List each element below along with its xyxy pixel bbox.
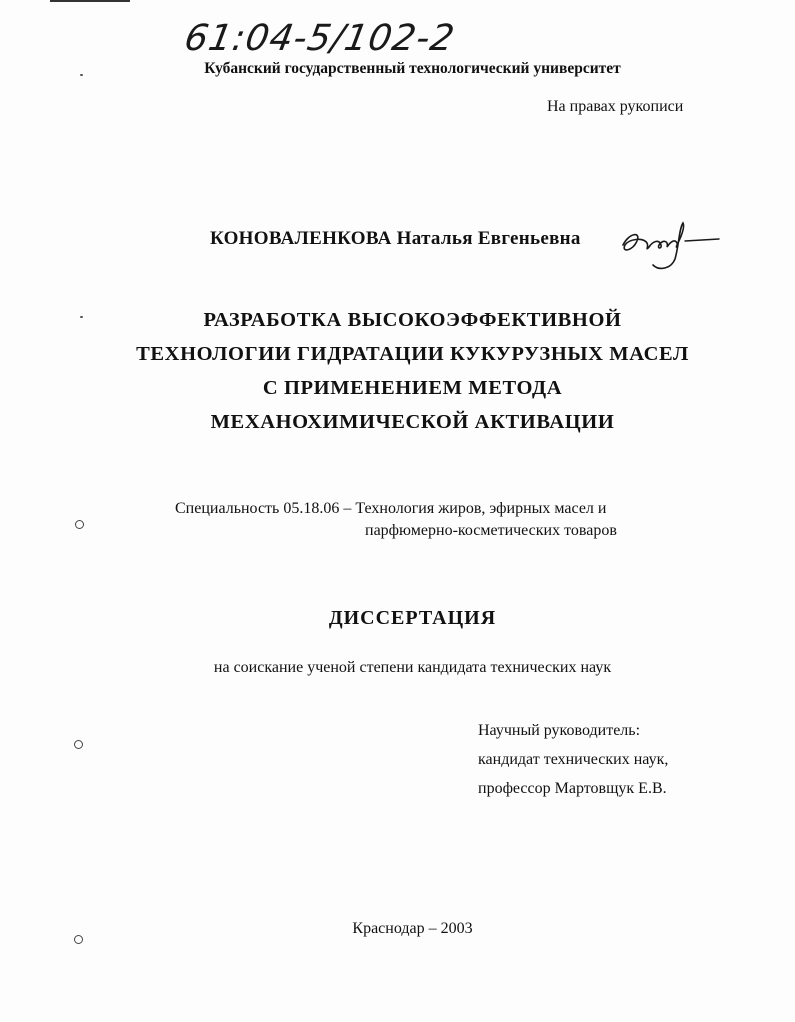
punch-hole	[74, 740, 83, 749]
punch-hole	[75, 520, 84, 529]
supervisor-degree: кандидат технических наук,	[478, 751, 669, 768]
author-name: КОНОВАЛЕНКОВА Наталья Евгеньевна	[210, 228, 581, 249]
supervisor-role: Научный руководитель:	[478, 722, 641, 739]
top-rule	[50, 0, 130, 2]
author-signature	[615, 215, 725, 275]
specialty-line-1: Специальность 05.18.06 – Технология жиров, эфирных масел и	[175, 500, 607, 517]
place-year: Краснодар – 2003	[352, 920, 473, 937]
degree-statement: на соискание ученой степени кандидата технических наук	[213, 659, 612, 676]
title-line: РАЗРАБОТКА ВЫСОКОЭФФЕКТИВНОЙ	[203, 309, 622, 331]
supervisor-block	[478, 716, 668, 803]
dissertation-title	[0, 303, 795, 439]
punch-hole	[74, 935, 83, 944]
specialty-line-2: парфюмерно-косметических товаров	[365, 522, 617, 539]
title-line: С ПРИМЕНЕНИЕМ МЕТОДА	[262, 377, 563, 399]
archive-number: 61:04-5/102-2	[181, 18, 459, 59]
scan-speck	[80, 316, 83, 318]
specialty	[175, 498, 617, 539]
scan-speck	[80, 74, 83, 76]
university-name: Кубанский государственный технологический университет	[204, 60, 621, 77]
document-type: ДИССЕРТАЦИЯ	[328, 607, 497, 629]
title-line: ТЕХНОЛОГИИ ГИДРАТАЦИИ КУКУРУЗНЫХ МАСЕЛ	[136, 343, 689, 365]
title-line: МЕХАНОХИМИЧЕСКОЙ АКТИВАЦИИ	[210, 411, 615, 433]
supervisor-name: профессор Мартовщук Е.В.	[478, 780, 667, 797]
rights-note: На правах рукописи	[547, 98, 684, 115]
